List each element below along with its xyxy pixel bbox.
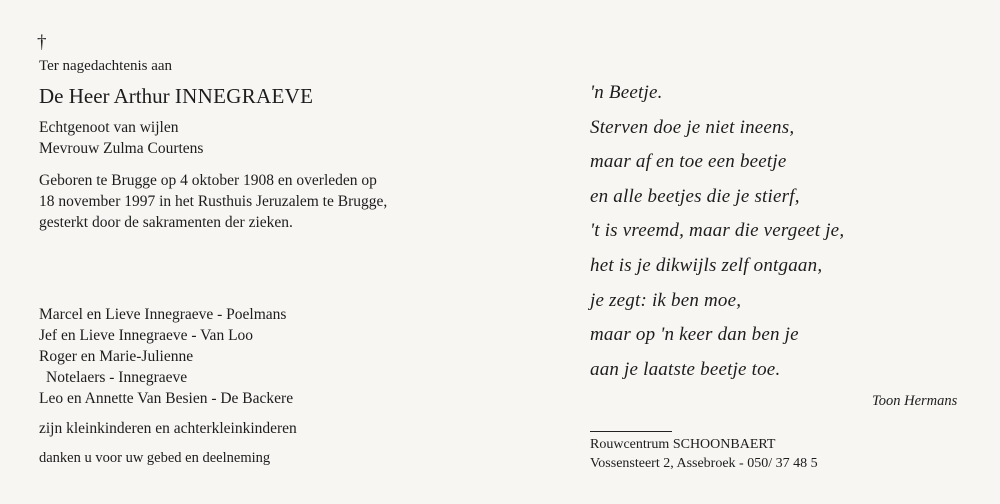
birth-death-line: 18 november 1997 in het Rusthuis Jeruzalem te Brugge, — [39, 193, 388, 210]
family-line: Jef en Lieve Innegraeve - Van Loo — [39, 327, 254, 344]
family-line: Roger en Marie-Julienne — [39, 348, 194, 365]
deceased-name — [39, 84, 313, 109]
funeral-home-name: Rouwcentrum SCHOONBAERT — [590, 437, 776, 452]
poem-line: 't is vreemd, maar die vergeet je, — [590, 220, 845, 242]
divider-line — [590, 431, 672, 432]
spouse-block — [39, 117, 203, 159]
funeral-home-address: Vossensteert 2, Assebroek - 050/ 37 48 5 — [590, 456, 818, 471]
poem-line: het is je dikwijls zelf ontgaan, — [590, 254, 823, 276]
first-name: Arthur — [113, 84, 170, 108]
poem — [590, 76, 844, 387]
family-line: Leo en Annette Van Besien - De Backere — [39, 390, 294, 407]
grandchildren-text: zijn kleinkinderen en achterkleinkinderen — [39, 420, 297, 437]
birth-death-line: gesterkt door de sakramenten der zieken. — [39, 214, 293, 231]
family-line: Marcel en Lieve Innegraeve - Poelmans — [39, 306, 287, 323]
surname: INNEGRAEVE — [174, 84, 314, 108]
poem-line: Sterven doe je niet ineens, — [590, 116, 795, 138]
spouse-line: Echtgenoot van wijlen — [39, 119, 179, 136]
thanks-text: danken u voor uw gebed en deelneming — [39, 450, 271, 466]
poem-line: aan je laatste beetje toe. — [590, 358, 781, 380]
poem-author: Toon Hermans — [872, 393, 958, 409]
poem-title: 'n Beetje. — [590, 82, 663, 103]
family-block — [39, 304, 293, 409]
honorific: De Heer — [39, 84, 110, 108]
spouse-line: Mevrouw Zulma Courtens — [39, 140, 204, 157]
poem-line: maar af en toe een beetje — [590, 151, 787, 173]
poem-line: en alle beetjes die je stierf, — [590, 185, 800, 207]
poem-line: maar op 'n keer dan ben je — [590, 324, 799, 346]
family-line: Notelaers - Innegraeve — [46, 369, 188, 386]
cross-icon: † — [37, 32, 47, 53]
intro-text: Ter nagedachtenis aan — [39, 58, 173, 74]
funeral-home-block — [590, 435, 818, 473]
birth-death-block — [39, 170, 387, 233]
birth-death-line: Geboren te Brugge op 4 oktober 1908 en overleden op — [39, 172, 377, 189]
poem-line: je zegt: ik ben moe, — [590, 289, 742, 311]
